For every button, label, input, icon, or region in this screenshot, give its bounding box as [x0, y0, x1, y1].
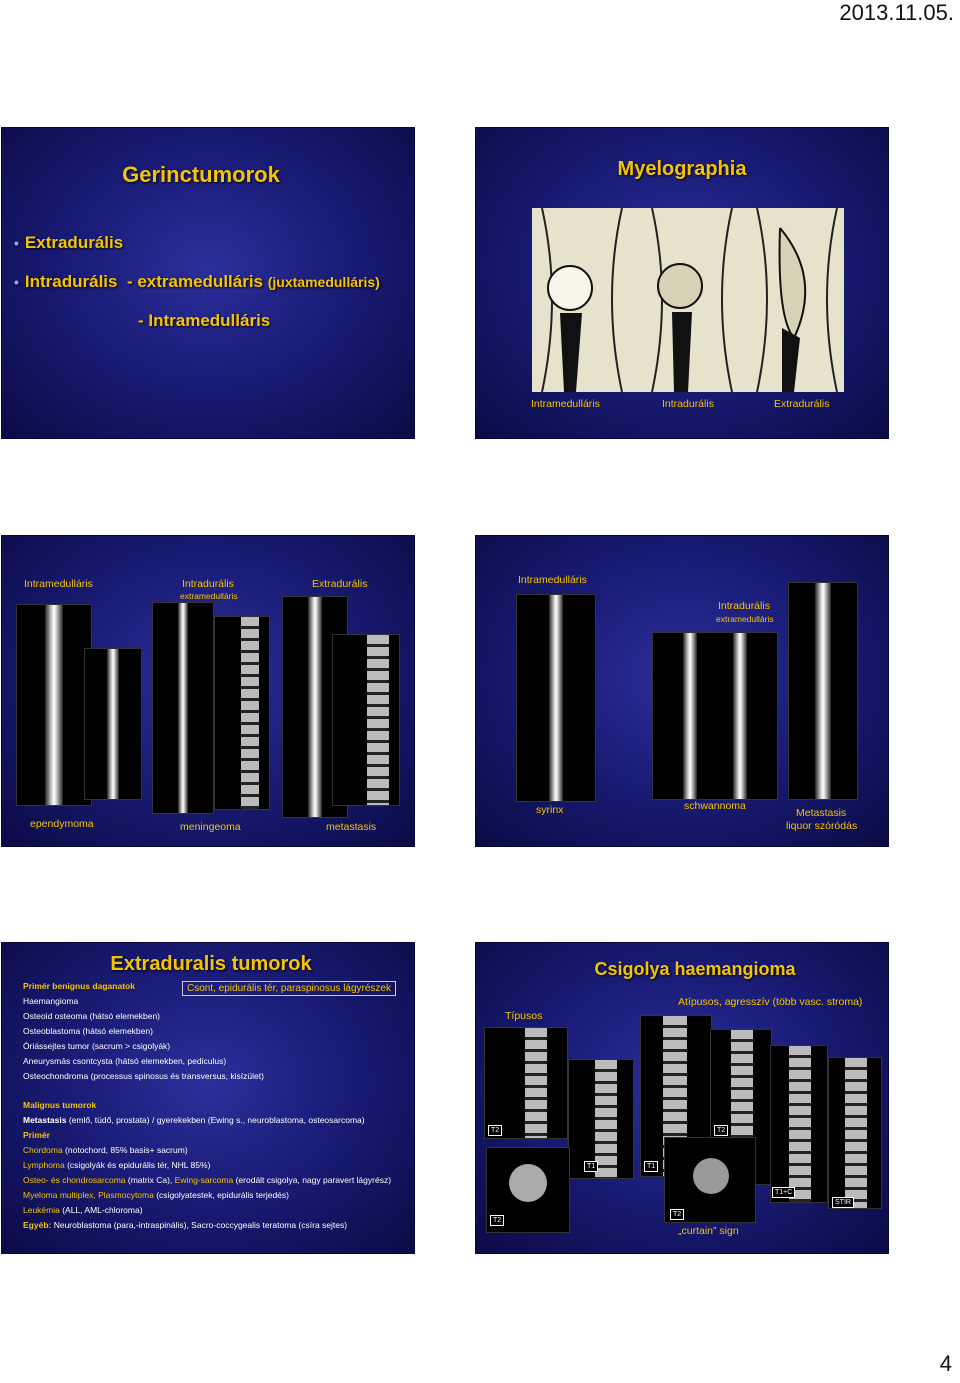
mri-metastasis-2	[332, 634, 400, 806]
metastasis-line: Metastasis (emlő, tüdő, prostata) / gyerekekben (Ewing s., neuroblastoma, osteosarcoma)	[23, 1115, 365, 1125]
chordoma-line: Chordoma (notochord, 85% basis+ sacrum)	[23, 1145, 188, 1155]
mri-meningeoma-2	[214, 616, 270, 810]
header-date: 2013.11.05.	[839, 0, 954, 25]
mri-typical-t1-sagittal	[568, 1059, 634, 1179]
mri-syrinx	[516, 594, 596, 802]
caption-ependymoma: ependymoma	[30, 818, 94, 830]
weight-label: T2	[714, 1125, 728, 1136]
myelography-illustration	[532, 208, 844, 392]
malignant-header: Malignus tumorok	[23, 1100, 97, 1110]
mri-atypical-t1c	[770, 1045, 828, 1203]
slide-mri-examples-2	[476, 536, 888, 846]
mri-atypical-stir	[828, 1057, 882, 1209]
slide-gerinctumorok	[2, 128, 414, 438]
weight-label: T1+C	[772, 1187, 795, 1198]
slide-title: Gerinctumorok	[122, 162, 280, 187]
caption-meningeoma: meningeoma	[180, 821, 241, 833]
label-curtain-sign: „curtain” sign	[678, 1225, 739, 1237]
benign-item: Aneurysmás csontcysta (hátsó elemekben, pediculus)	[23, 1056, 227, 1066]
caption-metastasis: metastasis	[326, 821, 377, 833]
header-extradural: Extradurális	[312, 578, 368, 590]
mri-ependymoma-coronal	[16, 604, 92, 806]
header-intradural: Intradurális	[718, 600, 770, 612]
label-typical: Típusos	[505, 1010, 543, 1022]
leukemia-line: Leukémia (ALL, AML-chloroma)	[23, 1205, 143, 1215]
slide-title: Myelographia	[617, 158, 747, 180]
other-line: Egyéb: Neuroblastoma (para,-intraspinális), Sacro-coccygealis teratoma (csíra sejtes)	[23, 1220, 348, 1230]
weight-label: T2	[490, 1215, 504, 1226]
weight-label: T2	[670, 1209, 684, 1220]
bullet-intradural: • Intradurális - extramedulláris (juxtamedulláris)	[14, 272, 380, 291]
benign-item: Haemangioma	[23, 996, 79, 1006]
slide-title: Extraduralis tumorok	[110, 953, 312, 975]
weight-label: STIR	[832, 1197, 854, 1208]
benign-item: Osteoid osteoma (hátsó elemekben)	[23, 1011, 161, 1021]
benign-header: Primér benignus daganatok	[23, 981, 135, 991]
slide-extradural-tumors	[2, 943, 414, 1253]
label-extradural: Extradurális	[774, 398, 830, 410]
mri-schwannoma	[652, 632, 778, 800]
myeloma-line: Myeloma multiplex, Plasmocytoma (csigolyatestek, epidurális terjedés)	[23, 1190, 289, 1200]
osteosarcoma-line: Osteo- és chondrosarcoma (matrix Ca), Ewing-sarcoma (erodált csigolya, nagy paravert lágyrész)	[23, 1175, 392, 1185]
caption-metastasis: Metastasis	[796, 807, 847, 819]
benign-item: Osteoblastoma (hátsó elemekben)	[23, 1026, 153, 1036]
benign-item: Óriássejtes tumor (sacrum > csigolyák)	[23, 1041, 171, 1051]
label-atypical: Atípusos, agresszív (több vasc. stroma)	[678, 996, 863, 1008]
bullet-intramedullar: - Intramedulláris	[138, 311, 271, 330]
mri-ependymoma-sagittal	[84, 648, 142, 800]
caption-syrinx: syrinx	[536, 804, 564, 816]
header-intramedullar: Intramedulláris	[24, 578, 93, 590]
mri-meningeoma-1	[152, 602, 214, 814]
weight-label: T1	[644, 1161, 658, 1172]
caption-schwannoma: schwannoma	[684, 800, 746, 812]
header-intradural: Intradurális	[182, 578, 234, 590]
page-number: 4	[939, 1351, 952, 1376]
weight-label: T1	[584, 1161, 598, 1172]
lymphoma-line: Lymphoma (csigolyák és epidurális tér, NHL 85%)	[23, 1160, 211, 1170]
primer-header: Primér	[23, 1130, 50, 1140]
caption-liquor: liquor szóródás	[786, 820, 858, 832]
header-extramedullar: extramedulláris	[716, 614, 774, 624]
slide-mri-examples-1	[2, 536, 414, 846]
weight-label: T2	[488, 1125, 502, 1136]
label-intradural: Intradurális	[662, 398, 714, 410]
bullet-extradural: • Extradurális	[14, 233, 124, 252]
box-locations: Csont, epidurális tér, paraspinosus lágyrészek	[182, 981, 396, 996]
slide-title: Csigolya haemangioma	[594, 959, 796, 979]
slide-vertebral-haemangioma	[476, 943, 888, 1253]
bullet-icon: •	[14, 274, 19, 290]
header-extramedullar: extramedulláris	[180, 591, 238, 601]
slide-myelographia	[476, 128, 888, 438]
benign-item: Osteochondroma (processus spinosus és transversus, kisízület)	[23, 1071, 264, 1081]
header-intramedullar: Intramedulláris	[518, 574, 587, 586]
mri-metastasis-liquor	[788, 582, 858, 800]
label-intramedullar: Intramedulláris	[531, 398, 600, 410]
bullet-icon: •	[14, 235, 19, 251]
mri-typical-t2-sagittal	[484, 1027, 568, 1139]
